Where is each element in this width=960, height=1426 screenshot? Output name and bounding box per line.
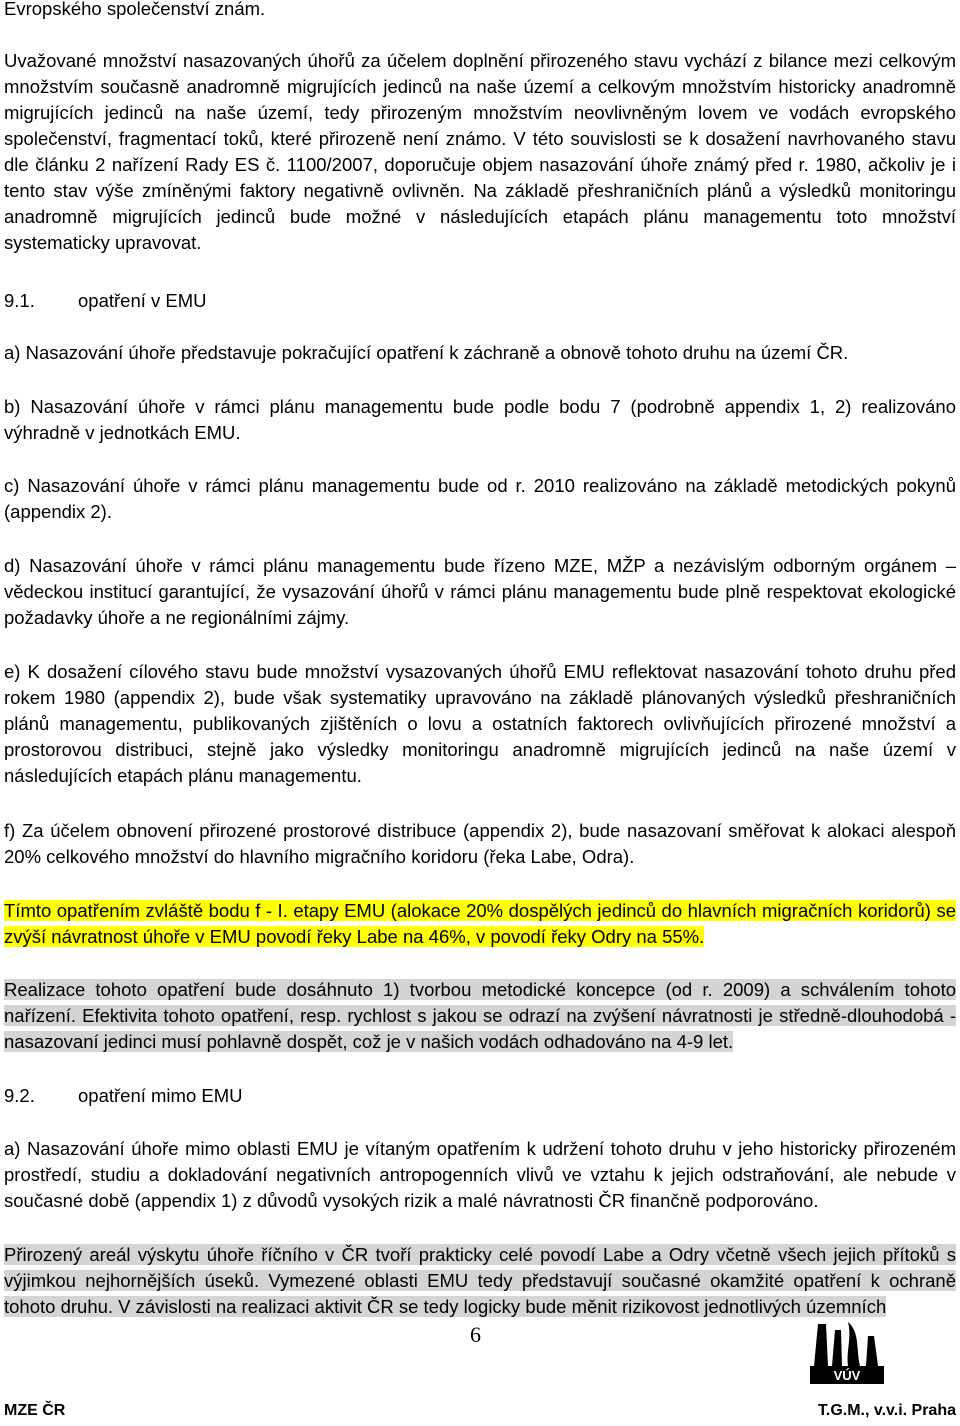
distribution-paragraph (4, 1242, 956, 1320)
measure-f: f) Za účelem obnovení přirozené prostorové distribuce (appendix 2), bude nasazovaní směřovat k alokaci alespoň 20% celkového množství do hlavního migračního koridoru (řeka Labe, Odra). (4, 820, 956, 867)
section-heading-9-1 (4, 288, 207, 314)
logo-text: VÚV (833, 1368, 861, 1383)
page-number: 6 (470, 1322, 481, 1347)
section-title: opatření mimo EMU (78, 1085, 243, 1106)
measure-c: c) Nasazování úhoře v rámci plánu managementu bude od r. 2010 realizováno na základě metodických pokynů (appendix 2). (4, 475, 956, 522)
section-number: 9.1. (4, 290, 35, 311)
measure-e: e) K dosažení cílového stavu bude množství vysazovaných úhořů EMU reflektovat nasazování tohoto druhu před rokem 1980 (appendix 2), bude však systematiky upravováno na základě plánovaných výsledků přeshraničních plánů managementu, publikovaných zjištěních o lovu a ostatních faktorech ovlivňujících přirozené množství a prostorovou distribuci, stejně jako výsledky monitoringu anadromně migrujících jedinců na naše území v následujících etapách plánu managementu. (4, 661, 956, 786)
highlighted-note-yellow (4, 898, 956, 950)
measure-d: d) Nasazování úhoře v rámci plánu managementu bude řízeno MZE, MŽP a nezávislým odborným orgánem – vědeckou institucí garantující, že vysazování úhořů v rámci plánu managementu bude plně respektovat ekologické požadavky úhoře a ne regionálními zájmy. (4, 555, 956, 628)
footer-right: T.G.M., v.v.i. Praha (817, 1402, 956, 1419)
section-title: opatření v EMU (78, 290, 207, 311)
outside-measure-a: a) Nasazování úhoře mimo oblasti EMU je vítaným opatřením k udržení tohoto druhu v jeho historicky přirozeném prostředí, studiu a dokladování negativních antropogenních vlivů ve vztahu k jejich odstraňování, ale nebude v současné době (appendix 1) z důvodů vysokých rizik a malé návratnosti ČR finančně podporováno. (4, 1138, 956, 1211)
footer-left: MZE ČR (4, 1402, 66, 1419)
highlighted-note-gray (4, 977, 956, 1055)
measure-b: b) Nasazování úhoře v rámci plánu managementu bude podle bodu 7 (podrobně appendix 1, 2) realizováno výhradně v jednotkách EMU. (4, 396, 956, 443)
section-heading-9-2 (4, 1083, 243, 1109)
yellow-highlight-text: Tímto opatřením zvláště bodu f - I. etapy EMU (alokace 20% dospělých jedinců do hlavních migračních koridorů) se zvýší návratnost úhoře v EMU povodí řeky Labe na 46%, v povodí řeky Odry na 55%. (4, 900, 956, 947)
section-number: 9.2. (4, 1085, 35, 1106)
intro-paragraph: Uvažované množství nasazovaných úhořů za účelem doplnění přirozeného stavu vychází z bilance mezi celkovým množstvím současně anadromně migrujících jedinců na naše území a celkovým množstvím historicky anadromně migrujících jedinců na naše území, tedy přirozeným množstvím neovlivněným lovem ve vodách evropského společenství, fragmentací toků, které přirozeně není známo. V této souvislosti se k dosažení navrhovaného stavu dle článku 2 nařízení Rady ES č. 1100/2007, doporučuje objem nasazování úhoře známý před r. 1980, ačkoliv je i tento stav výše zmíněnými faktory negativně ovlivněn. Na základě přeshraničních plánů a výsledků monitoringu anadromně migrujících jedinců bude možné v následujících etapách plánu managementu toto množství systematicky upravovat. (4, 50, 956, 253)
vuv-logo (808, 1316, 886, 1386)
gray-highlight-text: Přirozený areál výskytu úhoře říčního v ČR tvoří prakticky celé povodí Labe a Odry včetně všech jejich přítoků s výjimkou nejhornějších úseků. Vymezené oblasti EMU tedy představují současné okamžité opatření k ochraně tohoto druhu. V závislosti na realizaci aktivit ČR se tedy logicky bude měnit rizikovost jednotlivých územních (4, 1244, 956, 1317)
gray-highlight-text: Realizace tohoto opatření bude dosáhnuto 1) tvorbou metodické koncepce (od r. 2009) a schválením tohoto nařízení. Efektivita tohoto opatření, resp. rychlost s jakou se odrazí na zvýšení návratnosti je středně-dlouhodobá - nasazovaní jedinci musí pohlavně dospět, což je v našich vodách odhadováno na 4-9 let. (4, 979, 956, 1052)
measure-a: a) Nasazování úhoře představuje pokračující opatření k záchraně a obnově tohoto druhu na území ČR. (4, 342, 849, 363)
carryover-line: Evropského společenství znám. (4, 0, 266, 19)
